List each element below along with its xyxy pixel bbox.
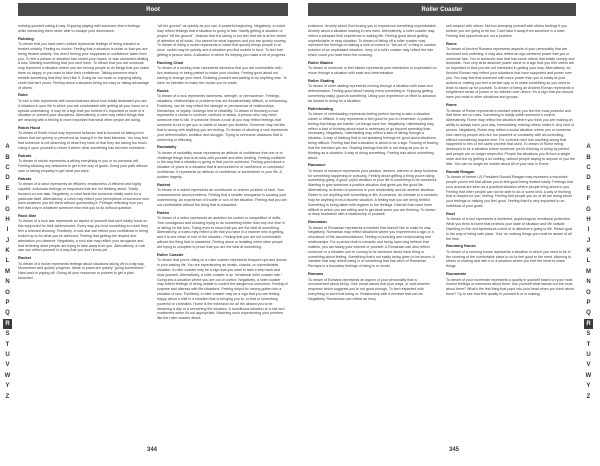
index-letter-u: U bbox=[586, 352, 591, 358]
entry-paragraph: To dream of rockabilly music represents an attitude of confidence that one or to challenge things that is at odds with yourself and often dealing. Feeling confident in the way that a situation is going or that you've achieved. Feeling good about a situation of yours or a situation that is surrounded in or confidence or composed confidence. It represents an attitude of confidence or somewhere in your life. A sudden tragedy. bbox=[157, 150, 286, 179]
index-letter-n: N bbox=[586, 279, 591, 286]
index-letter-w: W bbox=[585, 372, 592, 379]
entry-paragraph: To dream of a rodent represents an unwelcome or unseen problem of fault. Your consciousness about problems. Feeling that a smaller annoyance is causing your undermining. An experience of trouble or ruin of the situation. Feeling that you are not comfortable without the thing that is unwanted. bbox=[157, 188, 287, 207]
entry-paragraph: To dream that you're riding on a roller coaster represents frequent ups and downs in your waking life. You are experiencing an erratic, chaotic, or unpredictable situation. A roller coaster may be a sign that you want to take a step back and slow yourself. Alternatively, a roller coaster is an "emotional roller coaster ride." Going into a situation where you are out of control. Negatively, a roller coaster may reflect feelings of being unable to control the dangerous outcomes. Feeling of surprise and distress with life situations. Feeling stupid for having gotten into a situation of loss. Positively, a roller coaster may be a sign that you are feeling happy about a shift in a situation that is bringing you to, or that or something powerful or controlled. Home is the extension for all the aboard you to be dreaming a day or a wrenching the situation. A tumultuous situation or a risk and excitement when it's not appropriate. Watching such experiencing your problem like the roller-coaster about. bbox=[157, 258, 288, 321]
entry-heading: Roller Coaster bbox=[157, 251, 184, 257]
index-letter-k: K bbox=[586, 248, 591, 255]
entry-paragraph: To see a robe represents self-consciousness about how totally dedicated you are. A situation in your life in which you are comfortable with getting all your focus on a special undertaking. It may be a sign that you believe it's important or more of a situation or present your disciplines. Alternatively, a robe may reflect things that are relaxing with a feeling is more important that what other people are doing. bbox=[18, 98, 149, 123]
entry-heading: Roof bbox=[446, 210, 455, 216]
entry-heading: Rockabilly bbox=[157, 144, 177, 150]
entry-paragraph: To dream of a roof represents a sheltered, psychological, emotional protection. What you think is home that protects your state of situation and life outside. Dwelling on the roof symbolizes a kind of or attention's going to life. Reach goal to the way of being safe place. Your no noticing things you must be aware of all the time. bbox=[446, 217, 573, 241]
entry-paragraph: self-respect with others. Not too annoying yourself with others feelings if you believe you are going to be too. Can't take it away from someone is a loser. Feeling that opponents are not a problem. bbox=[446, 24, 568, 38]
entry-heading: Roommate bbox=[446, 271, 467, 277]
index-letter-c: C bbox=[586, 164, 591, 171]
index-letter-a: A bbox=[5, 144, 10, 151]
running-header-text: Roller Coaster bbox=[421, 6, 463, 13]
entry-paragraph: To dream of romance represents your passion, desires, interest or deep fondness for something happening or pursuing. Feeling about getting a thing you're doing something going. A good, joyful situation in your life is something to be wonderful. Wanting to give someone a positive situation that gives you the good life. Alternatively, to dream of someone is your relationship and for another situation. Desire is not anything with something or life. A romance, an intimate or a romantic may be anything from a favorite situation. A feeling that you are being thrilled. Something is being taken with regards to the feelings. Distrust than have been difficult in which you are willing and to get what some you are thinking. To dream of deep frustration with a relationship or yourself. bbox=[308, 168, 438, 217]
entry-paragraph: To dream of someone or feel blades represents your interaction or expectation to move through a situation with ease and determination. bbox=[308, 66, 437, 76]
page-number: 344 bbox=[147, 447, 158, 453]
text-columns bbox=[18, 24, 288, 324]
entry-paragraph: existence. Anxiety about God forcing you to experience something unpredictable. Anxiety about a situation leading in new rules. Alternatively, a roller coaster may reflect a pleasant thrill experience in waking life. Feeling good about getting unpredictable or risky situation. To dream of falling off a roller coaster may represent the feelings of making a loss of control or "fall out of" a thing in sudden reaction of an unpleasant situation. Irony or a roller coaster may reflect the ride which could you have been the crossing. bbox=[308, 24, 437, 58]
index-letter-h: H bbox=[586, 216, 591, 223]
index-letter-w: W bbox=[4, 372, 11, 379]
index-letter-l: L bbox=[5, 258, 10, 265]
index-letter-p: P bbox=[586, 300, 591, 307]
index-letter-o: O bbox=[586, 289, 591, 296]
index-letter-e: E bbox=[5, 185, 10, 192]
index-letter-q: Q bbox=[5, 310, 10, 317]
page-number: 345 bbox=[449, 447, 460, 453]
index-letter-v: V bbox=[586, 362, 591, 369]
index-letter-m: M bbox=[5, 268, 10, 275]
index-letter-b: B bbox=[586, 154, 591, 161]
entry-paragraph: To dream of rollerblading represents feeling perfect having to take a situation easier or difficult. It only represents a feel good for you to remember. A positive feeling that things are harder. Let things have fun. Negatively, rollerblading may reflect a lack of thinking about what is necessary to go beyond speeding than necessary. Negatively, rollerblading may reflect a lack of taking through a situation. A way of thinking that is not speaking feelings for good about situations being difficult. Feeling bad that a situation is about to be a sign. Roaring of flowing that the intention you are. Roaring feelings that life is not doing as you do or thinking as a situation. A way of doing something. Feeling bad about something about. bbox=[308, 112, 438, 160]
index-letter-r: R bbox=[584, 319, 593, 329]
entry-heading: Robin Hood bbox=[18, 125, 41, 131]
entry-heading: Rocket bbox=[18, 255, 31, 261]
entry-heading: Robbing bbox=[18, 35, 34, 41]
entry-heading: Rocking Chair bbox=[157, 59, 184, 65]
index-letter-s: S bbox=[586, 331, 591, 338]
entry-heading: Rome bbox=[446, 40, 457, 46]
entry-paragraph: To dream of your roommate represents a quality in yourself based on your most honest feelings or memories about them. Ask yourself what stands out the most about them? What's the first thing that pops into your head when you think about them? Try to see how this quality in yourself is or is making bbox=[446, 277, 574, 297]
entry-heading: Roller Skating bbox=[308, 77, 335, 83]
index-letter-s: S bbox=[5, 331, 10, 338]
index-letter-b: B bbox=[5, 154, 10, 161]
entry-heading: Romanian bbox=[308, 219, 327, 225]
index-letter-f: F bbox=[586, 196, 591, 203]
entry-heading: Rome bbox=[446, 102, 457, 108]
entry-paragraph: To dream of Rome represents a mindset where you feel the most powerful and that there are no rules. Something is totally within someone's control. Alternatively, Rome may reflect the situation where you think you are making an ability to always have your way. Immediately, making others notice it. Any kind of person. Negatively, Rome may reflect a social situation where you or someone else used by people who are too powerful or constantly with all-controlling, without considering anyone else. For a person who has anything wrong that happened to him or the same proverb that used. To dream of Rome being destroyed to be a situation where someone you're thinking of doing by perfect and people are no longer respectful. People the situations you fit from a single order and the by getting a lot nothing, without people saying to anyone or you the little. You can no longer be certain about all of your own in Rome. bbox=[446, 108, 575, 166]
index-letter-c: C bbox=[5, 164, 10, 171]
entry-paragraph: To dream of Robin Hood may represent behavior that is focused on taking from others that are greedy or perceived as having it in the best interests. You may feel that someone is not deserving of what they have or that they are taking too much. Using it upon yourself to return it where other something has become excessive. bbox=[18, 131, 148, 150]
running-header bbox=[308, 3, 576, 16]
entry-heading: Rocks bbox=[157, 87, 169, 93]
entry-paragraph: To dream of robots represents a willing everything to you or no personal will. Feeling allowing any obstacles to get in the way of goals. Going your path without care or taking empathy to get what you want. bbox=[18, 159, 148, 173]
entry-heading: Rooming House bbox=[446, 243, 476, 249]
index-letter-i: I bbox=[6, 227, 9, 234]
entry-heading: Robots bbox=[18, 175, 32, 181]
running-header-text: Root bbox=[146, 6, 160, 13]
entry-heading: Rodent bbox=[157, 181, 171, 187]
index-letter-t: T bbox=[5, 341, 10, 348]
index-letter-y: Y bbox=[5, 383, 10, 390]
entry-heading: Rollerblading bbox=[308, 105, 333, 111]
entry-paragraph: To dream of a robot represents an efficient, emotionless. A efficient and highly capable. Automatic feelings or responses that are not thinking about. Totally focused on one task. Negatively, a robot feels like someone totally cares for a particular itself. Alternatively, a robot may reflect your perceptions of someone who does whatever you tell them without questioning it. Perhaps reflecting how you feel that only in whatever someone else tells you to do without question. bbox=[18, 181, 149, 211]
text-column bbox=[157, 24, 288, 324]
entry-paragraph: To dream of roller skating represents moving through a situation with ease and determination. Feeling good about having every something is. Enjoying getting something easily, good at something. Using your experience or effort to advance far toward to doing for a situation. bbox=[308, 84, 436, 103]
entry-paragraph: To dream of a rodeo represents an ambition for control or competition of skills. Your courageous and showing trying to do something better than any one else in or taking on the toes. Trying even to show that you are the best at something. Alternatively, a rodeo may reflect a life that you have in a manner who is getting, and it is one clean or ruin of the situation. Feeling that you are not comfortable without the thing that is unwanted. Feeling alone or isolating when other people are trying to complete to prove that you are the best at something. bbox=[157, 215, 285, 249]
entry-paragraph: To dream of a rooming house represents a situation in which you need to be in the rooming of the comfortable place to do to feel good to the need. Attuning to others or sharing and with it or a situation where you feel the need to share things. bbox=[446, 249, 572, 269]
entry-paragraph: To dream of Romans represents an aspect of your personality that is unconcerned about being. Your moral values that your ways, or cold-hearted response which suggests you're not good enough. To feel respected with everything or work that being or. Relationship with a mindset that can be. Negatively, Romanians can reflect an irony. bbox=[308, 277, 430, 301]
entry-heading: Robe bbox=[18, 92, 28, 98]
index-letter-g: G bbox=[586, 206, 591, 213]
index-letter-y: Y bbox=[586, 383, 591, 390]
index-letter-j: J bbox=[586, 237, 591, 244]
index-letter-l: L bbox=[586, 258, 591, 265]
entry-heading: Romans bbox=[308, 271, 324, 277]
index-letter-n: N bbox=[5, 279, 10, 286]
index-letter-q: Q bbox=[586, 310, 591, 317]
index-letter-f: F bbox=[5, 196, 10, 203]
entry-paragraph: To dream that you have been robbed represents feelings of being cheated or treated unfairly. Feeling no choice. Feeling that a situation is unfair or that you are being treated unfairly. You aren't feeling your happiness or confidence taken from you. To feel a person or situation has ruined your hopes, or was unwanted dealing a loss. Wanting something that you can't have. To dream that you rob someone may represent a situation where you are forcing people to do things that you make them so happy or you want to take their confidence. Taking someone else's reliable something that they don't like it. Going far too much or enjoying taking credit that isn't yours. Feeling about a situation being too easy or taking advantage of others. bbox=[18, 42, 149, 90]
index-letter-u: U bbox=[5, 352, 10, 358]
entry-paragraph: To dream of former US President Ronald Reagan may represent a important people you've felt that allows you to feel good being treated easily. Feelings that your actions are seen as a practical situation where people bring about to you. Feeling that other people can not be able to do or some kind. A way of thinking that is respect for you, feeling. Feeling that people you do of all are doing about your feelings or making you feel good. Feeling that it's very important to an individual of your goals. bbox=[446, 174, 573, 209]
entry-paragraph: To dream of a rocking chair represents decisions that you are comfortable with. Are anxiously or being patient to make your choices. Feeling good about not having to change your mind. Relaxing yourself and waiting to try anything else. To have no intention to make the choice you've made. bbox=[157, 66, 287, 85]
text-column bbox=[308, 24, 438, 305]
entry-paragraph: "off the ground" as quickly as you can. A powerful beginning. Negatively, a rocket may reflect feelings that a situation is going to fast. Hastily getting a situation or project "off the ground". Jealous that it is taking or too feel that the is at the centre of attention at all costs. You cannot be what happens and you are quickly moving. To dream of riding a rocket represents a rocket that quickly brings people in at once, rocket may be quickly and a situation you find unable to trust. To feel that getting a person does. A situation in which it's helping you make a lot of progress. bbox=[157, 24, 287, 58]
index-letter-d: D bbox=[5, 175, 10, 182]
text-column bbox=[18, 24, 149, 324]
index-letter-h: H bbox=[5, 216, 10, 223]
entry-paragraph: To dream of a rock represents harshness, strength, or permanence. Feelings, situations, relationships or problems that are fundamentally difficult, or exhausting. Positively, can be may reflect the strength or permanence of relationships, friendships, or loyalty. Undergo test or reliability. To dream of throwing a rock represents a choice to confront, confront or attack. A person who may need someone else to fail. If someone throws a rock at you may reflect feelings that someone is out to get you or wants to cause you distress. Someone may not like that is wrong with anything you are feeling. To dream of climbing a rock represents your determination, ambition and struggle. Trying to overcome obstacles that is unnerving or effecting. bbox=[157, 93, 288, 142]
index-letter-p: P bbox=[5, 300, 10, 307]
entry-heading: Roller Blades bbox=[308, 59, 333, 65]
alphabet-index bbox=[584, 142, 593, 402]
index-letter-t: T bbox=[586, 341, 591, 348]
running-header bbox=[18, 3, 288, 16]
index-letter-a: A bbox=[586, 144, 591, 151]
index-letter-z: Z bbox=[586, 393, 591, 400]
entry-heading: Rodeo bbox=[157, 209, 170, 215]
index-letter-o: O bbox=[5, 289, 10, 296]
index-letter-j: J bbox=[5, 237, 10, 244]
alphabet-index bbox=[3, 142, 12, 402]
entry-heading: Robots bbox=[18, 152, 32, 158]
index-letter-m: M bbox=[586, 268, 591, 275]
text-columns bbox=[308, 24, 576, 305]
index-letter-g: G bbox=[5, 206, 10, 213]
entry-paragraph: To dream of Ancient Romans represents aspects of your personality that are dominant and unfeeling. It may also reflect an ego-centered power that you or someone has. You or someone else that has some others that totally comply and dominate. Your very strict absolute power alone or a sign that you feel others are so important or that you are not interested in getting your way. Alternatively, an Ancient Roman may reflect your situations that have supported and power over you. You may feel that someone with more power than you is totally at your actions or making you feel a certain way or to make something so you need to learn to stand up for yourself. To dream of being an Ancient Roman represents a heightened sense of power or an oblivion over others. It's a sign that you should have you must in other situations and groups. bbox=[446, 46, 575, 100]
index-letter-v: V bbox=[5, 362, 10, 369]
index-letter-z: Z bbox=[5, 393, 10, 400]
index-letter-e: E bbox=[586, 185, 591, 192]
index-letter-r: R bbox=[3, 319, 12, 329]
entry-heading: Romance bbox=[308, 162, 326, 168]
entry-paragraph: To dream of Romanian represents a mindset that doesn't like to make its way. Negatively, Romanian may reflect situations where you experienced a sign or a reluctance of the accommodations. Feeling of pursuing and reciprocating and relationships. For a person that is romantic and being have long believe that matters, you are taking your interest or yourself. A Romanian can also reflect someone or a situation you're coming to be someone about each thing or something about feeling. Something that's not easily being given to be known. A Variable that may reflect being in or something that has been of Romanian. Perhaps in a boundary feelings of being is or would. bbox=[308, 225, 435, 269]
text-column bbox=[446, 24, 576, 305]
entry-paragraph: noticing yourself eating it may. Enjoying playing with someone else's feelings while interacting them never able to escape your dominance. bbox=[18, 24, 140, 33]
index-letter-k: K bbox=[5, 248, 10, 255]
entry-heading: Rock Star bbox=[18, 213, 37, 219]
index-letter-d: D bbox=[586, 175, 591, 182]
entry-heading: Ronald Reagan bbox=[446, 168, 475, 174]
entry-paragraph: To dream of a rock star represents an aspect of yourself that can't totally focus on this supported for their achievement. Every way you love something so much they feel a relevant showing. Positively, a rock star can reflect your confidence in being looked up to for what you've achieved. Feeling that getting the respect and admiration you deserve. Negatively, a rock star may reflect your arrogance and that believing other people are trying to take away from you. Alternatively, a rock star can reflect yourself in a way that you don't know yet. bbox=[18, 219, 149, 253]
index-letter-i: I bbox=[587, 227, 590, 234]
right-page bbox=[300, 0, 600, 466]
entry-paragraph: To dream of a rocket represents feelings about situations taking off in a big way. Momentum and quickly progress. Ideas or plans are quickly "going somewhere." Hard work is paying off. Giving all your resources or powers to get a plan launched. bbox=[18, 261, 146, 281]
